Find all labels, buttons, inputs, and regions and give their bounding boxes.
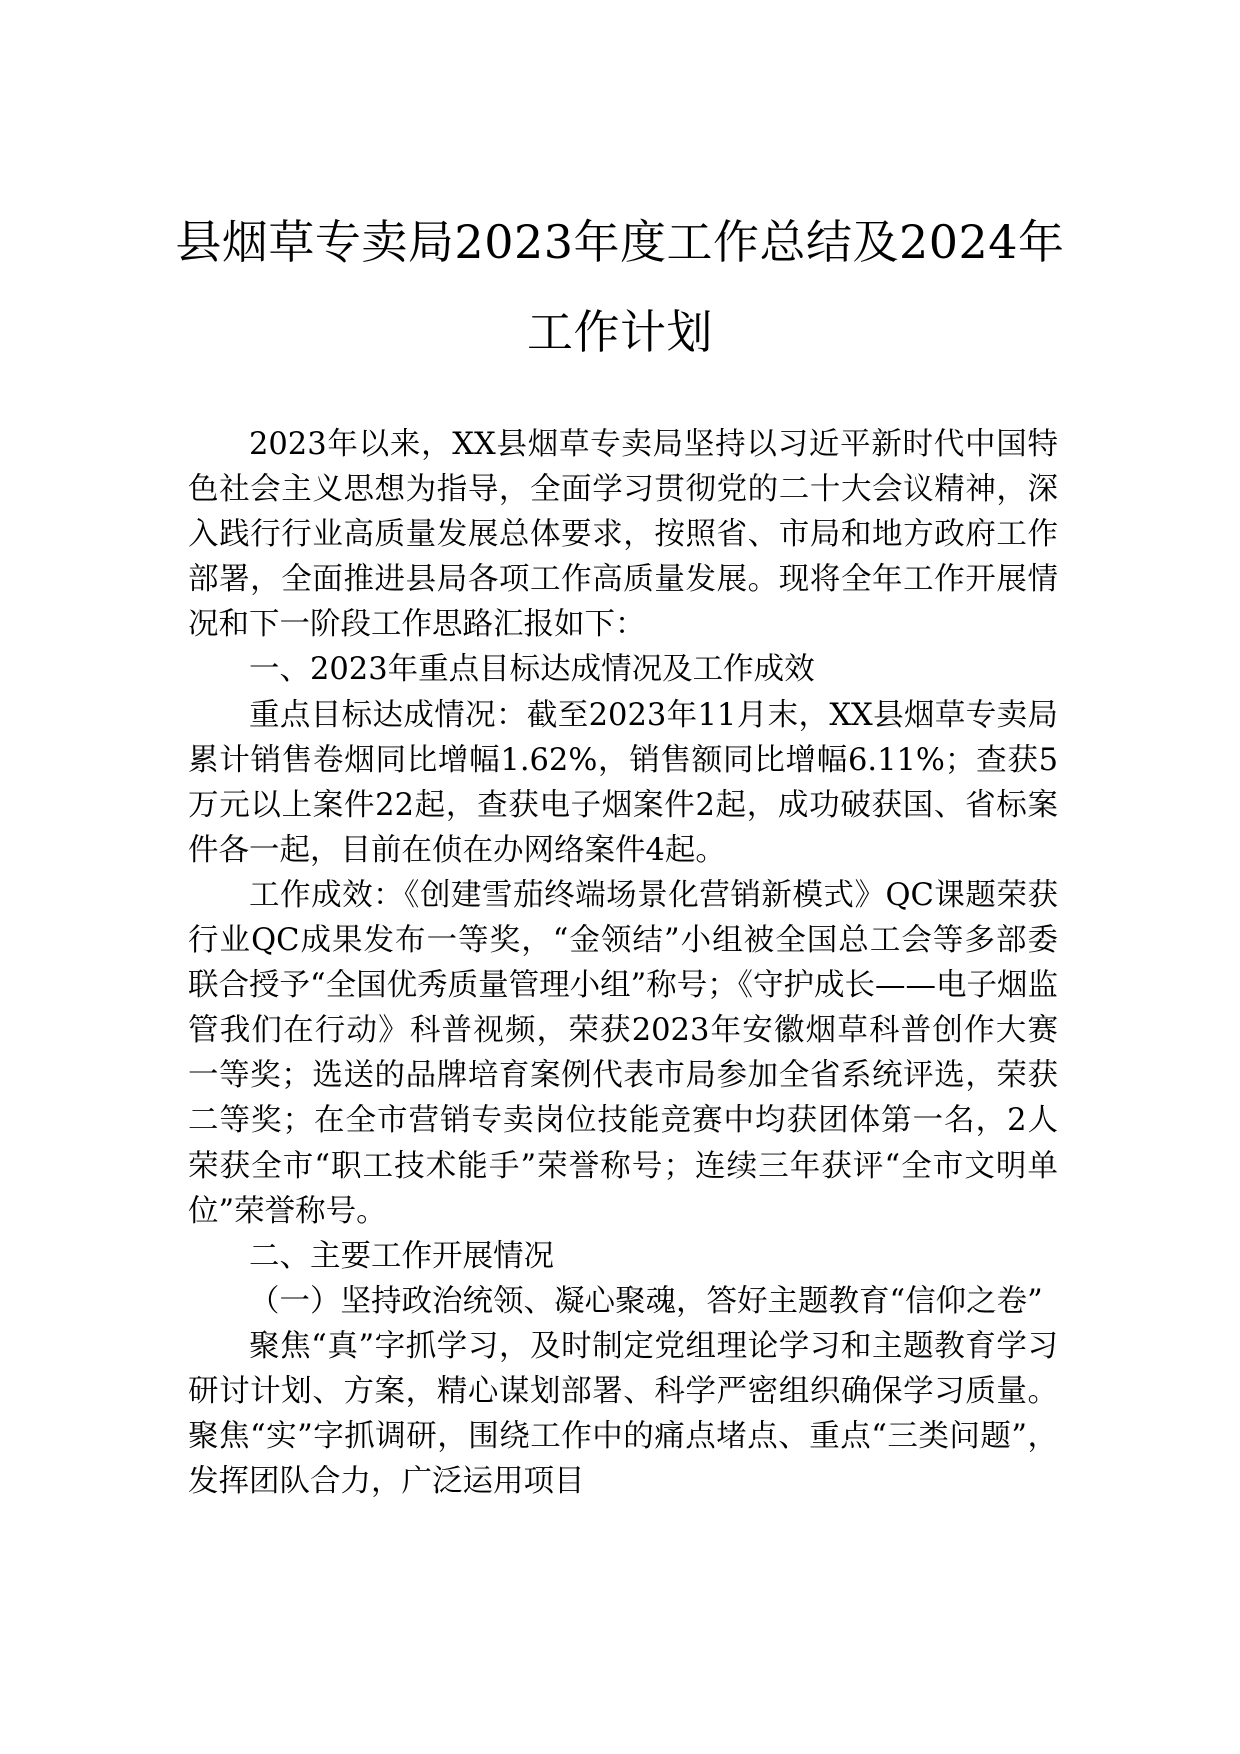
section-heading-1: 一、2023年重点目标达成情况及工作成效 <box>249 652 815 688</box>
document-body <box>188 422 1058 1504</box>
key-targets-paragraph: 重点目标达成情况：截至2023年11月末，XX县烟草专卖局累计销售卷烟同比增幅1.62%，销售额同比增幅6.11%；查获5万元以上案件22起，查获电子烟案件2起，成功破获国、省标案件各一起，目前在侦在办网络案件4起。 <box>188 697 1058 868</box>
document-title-line-2: 工作计划 <box>527 305 713 359</box>
subsection-heading-1: （一）坚持政治统领、凝心聚魂，答好主题教育“信仰之卷” <box>249 1283 1043 1319</box>
study-paragraph: 聚焦“真”字抓学习，及时制定党组理论学习和主题教育学习研讨计划、方案，精心谋划部署、科学严密组织确保学习质量。聚焦“实”字抓调研，围绕工作中的痛点堵点、重点“三类问题”，发挥团队合力，广泛运用项目 <box>188 1328 1058 1500</box>
intro-paragraph: 2023年以来，XX县烟草专卖局坚持以习近平新时代中国特色社会主义思想为指导，全面学习贯彻党的二十大会议精神，深入践行行业高质量发展总体要求，按照省、市局和地方政府工作部署，全面推进县局各项工作高质量发展。现将全年工作开展情况和下一阶段工作思路汇报如下： <box>188 427 1058 643</box>
section-heading-2: 二、主要工作开展情况 <box>249 1238 554 1274</box>
achievements-paragraph: 工作成效：《创建雪茄终端场景化营销新模式》QC课题荣获行业QC成果发布一等奖，“金领结”小组被全国总工会等多部委联合授予“全国优秀质量管理小组”称号；《守护成长——电子烟监管我们在行动》科普视频，荣获2023年安徽烟草科普创作大赛一等奖；选送的品牌培育案例代表市局参加全省系统评选，荣获二等奖；在全市营销专卖岗位技能竞赛中均获团体第一名，2人荣获全市“职工技术能手”荣誉称号；连续三年获评“全市文明单位”荣誉称号。 <box>188 877 1058 1229</box>
document-title-line-1: 县烟草专卖局2023年度工作总结及2024年 <box>175 215 1065 269</box>
